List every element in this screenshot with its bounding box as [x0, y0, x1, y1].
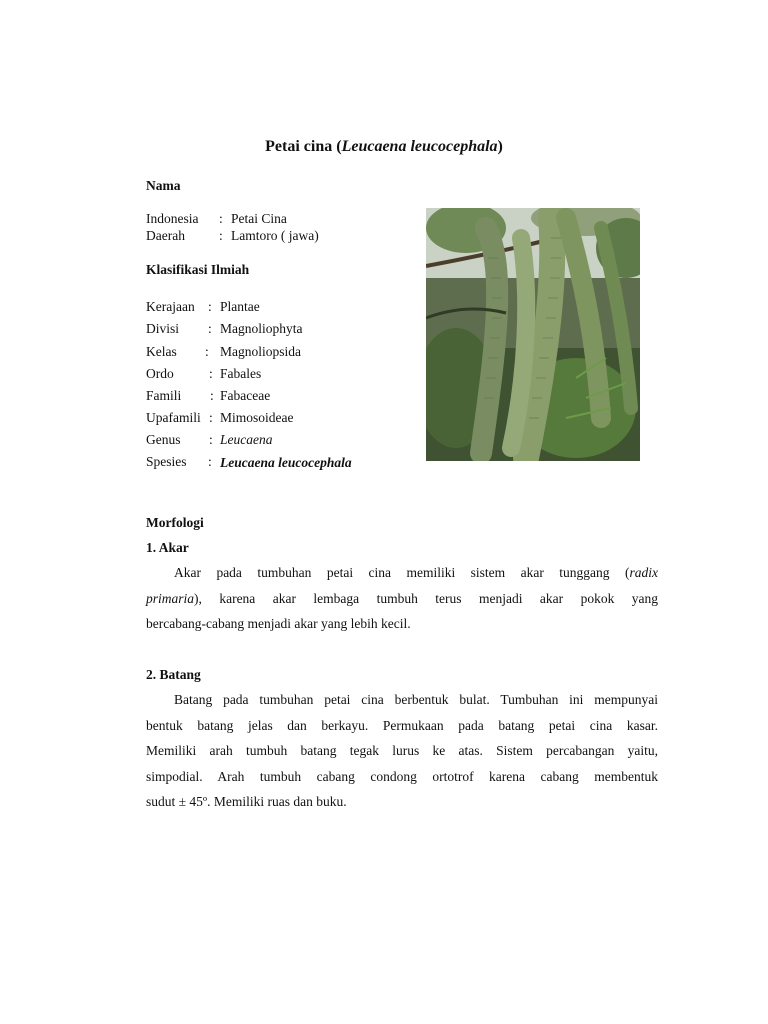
page-title [0, 138, 768, 156]
akar-line-2: primaria), karena akar lembaga tumbuh terus menjadi akar pokok yang [146, 590, 658, 606]
akar-line-1: Akar pada tumbuhan petai cina memiliki sistem akar tunggang (radix [174, 565, 658, 580]
batang-line-4: simpodial. Arah tumbuh cabang condong ortotrof karena cabang membentuk [146, 768, 658, 784]
row-value: Magnoliophyta [220, 321, 303, 336]
row-label: Genus [146, 432, 181, 447]
row-sep: : [209, 366, 213, 381]
row-label: Divisi [146, 321, 180, 336]
akar-heading: 1. Akar [146, 540, 189, 555]
row-sep: : [205, 344, 209, 359]
row-label: Daerah [146, 228, 185, 243]
petai-cina-photo [426, 208, 640, 461]
row-label: Famili [146, 388, 182, 403]
batang-line-5: sudut ± 45º. Memiliki ruas dan buku. [146, 794, 347, 809]
row-sep: : [210, 388, 214, 403]
row-label: Indonesia [146, 211, 199, 226]
batang-paragraph [146, 687, 658, 815]
title-latin-name: Leucaena leucocephala [341, 138, 498, 155]
row-value: Leucaena [220, 432, 273, 447]
row-value: Lamtoro ( jawa) [231, 228, 319, 243]
batang-heading: 2. Batang [146, 667, 201, 682]
row-label: Kelas [146, 344, 177, 359]
row-label: Ordo [146, 366, 174, 381]
title-close: ) [497, 138, 503, 155]
row-value: Plantae [220, 299, 260, 314]
row-sep: : [209, 410, 213, 425]
row-label: Spesies [146, 454, 187, 469]
batang-line-2: bentuk batang jelas dan berkayu. Permukaan pada batang petai cina kasar. [146, 717, 658, 733]
row-value: Fabales [220, 366, 262, 381]
row-value: Mimosoideae [220, 410, 294, 425]
row-sep: : [208, 299, 212, 314]
klasifikasi-heading: Klasifikasi Ilmiah [146, 262, 250, 277]
nama-heading: Nama [146, 178, 181, 193]
akar-line-3: bercabang-cabang menjadi akar yang lebih kecil. [146, 616, 411, 631]
morfologi-heading: Morfologi [146, 515, 204, 530]
latin-term-primaria: primaria [146, 590, 195, 606]
row-label: Upafamili [146, 410, 201, 425]
row-label: Kerajaan [146, 299, 195, 314]
batang-line-1: Batang pada tumbuhan petai cina berbentuk bulat. Tumbuhan ini mempunyai [174, 692, 658, 707]
title-text: Petai cina ( [265, 138, 342, 155]
row-value: Magnoliopsida [220, 344, 301, 359]
row-sep: : [208, 454, 212, 469]
row-sep: : [209, 432, 213, 447]
latin-term-radix: radix [629, 565, 658, 580]
row-value: Petai Cina [231, 211, 287, 226]
row-sep: : [219, 211, 223, 226]
row-sep: : [208, 321, 212, 336]
row-value: Leucaena leucocephala [220, 455, 352, 470]
batang-line-3: Memiliki arah tumbuh batang tegak lurus ke atas. Sistem percabangan yaitu, [146, 743, 658, 758]
row-sep: : [219, 228, 223, 243]
akar-paragraph [146, 560, 658, 637]
row-value: Fabaceae [220, 388, 271, 403]
